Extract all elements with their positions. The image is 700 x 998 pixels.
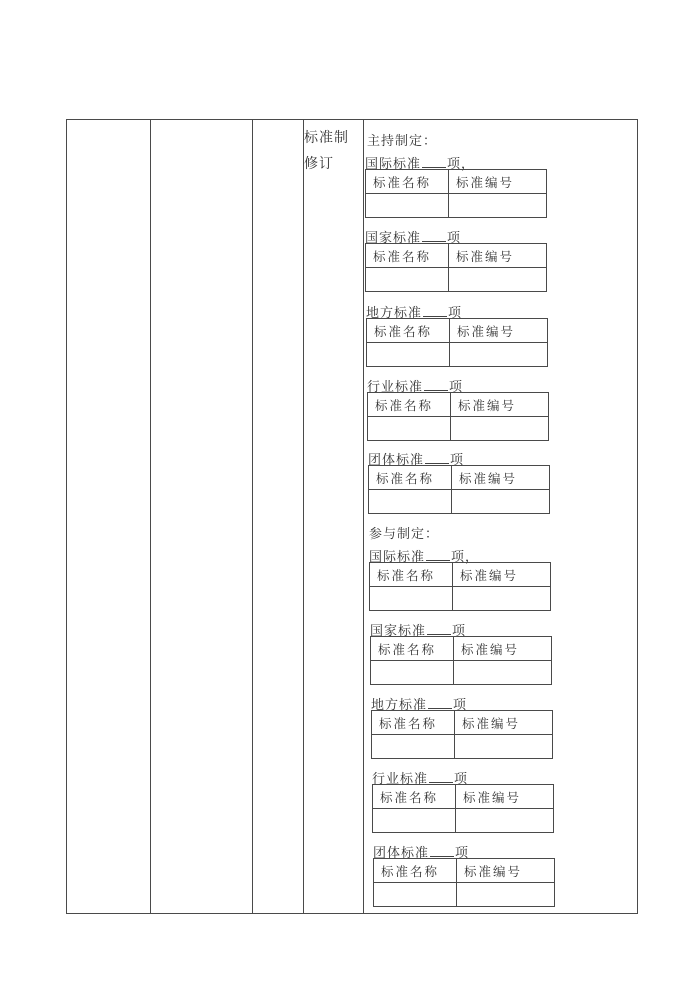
header-name: 标准名称 — [372, 711, 455, 735]
entry-code-cell[interactable] — [451, 417, 549, 441]
standards-content — [364, 120, 637, 913]
header-code: 标准编号 — [455, 711, 553, 735]
entry-code-cell[interactable] — [449, 268, 547, 292]
header-name: 标准名称 — [366, 244, 449, 268]
count-blank[interactable] — [425, 451, 449, 464]
header-name: 标准名称 — [373, 785, 456, 809]
header-code: 标准编号 — [453, 563, 551, 587]
header-name: 标准名称 — [371, 637, 454, 661]
header-code: 标准编号 — [451, 393, 549, 417]
standard-type-label: 国家标准 — [370, 624, 427, 639]
section-heading: 参与制定： — [369, 527, 440, 542]
form-table — [66, 119, 638, 914]
count-unit: 项 — [448, 306, 463, 321]
standard-entry-table — [365, 243, 547, 292]
standard-type-label: 行业标准 — [372, 772, 429, 787]
entry-name-cell[interactable] — [366, 268, 449, 292]
header-code: 标准编号 — [450, 319, 548, 343]
count-unit: 项 — [453, 698, 468, 713]
standard-entry-table — [368, 465, 550, 514]
header-code: 标准编号 — [456, 785, 554, 809]
count-blank[interactable] — [428, 696, 452, 709]
count-unit: 项 — [452, 624, 467, 639]
count-unit: 项， — [451, 550, 480, 565]
header-name: 标准名称 — [370, 563, 453, 587]
entry-name-cell[interactable] — [369, 490, 452, 514]
column-divider — [303, 120, 304, 913]
standard-entry-table — [372, 784, 554, 833]
count-blank[interactable] — [422, 229, 446, 242]
entry-code-cell[interactable] — [452, 490, 550, 514]
header-name: 标准名称 — [368, 393, 451, 417]
standard-entry-table — [370, 636, 552, 685]
header-code: 标准编号 — [454, 637, 552, 661]
entry-code-cell[interactable] — [457, 883, 555, 907]
count-blank[interactable] — [427, 622, 451, 635]
entry-code-cell[interactable] — [449, 194, 547, 218]
entry-name-cell[interactable] — [371, 661, 454, 685]
header-code: 标准编号 — [449, 170, 547, 194]
category-label: 标准制修订 — [304, 130, 349, 172]
standard-entry-table — [371, 710, 553, 759]
entry-name-cell[interactable] — [370, 587, 453, 611]
count-blank[interactable] — [423, 304, 447, 317]
standard-entry-table — [373, 858, 555, 907]
standard-entry-table — [365, 169, 547, 218]
count-unit: 项 — [447, 231, 462, 246]
count-blank[interactable] — [429, 770, 453, 783]
header-name: 标准名称 — [374, 859, 457, 883]
count-unit: 项 — [454, 772, 469, 787]
standard-type-label: 地方标准 — [366, 306, 423, 321]
header-code: 标准编号 — [457, 859, 555, 883]
count-unit: 项 — [450, 453, 465, 468]
standard-type-label: 国际标准 — [365, 157, 422, 172]
count-blank[interactable] — [422, 155, 446, 168]
standard-type-label: 国家标准 — [365, 231, 422, 246]
standard-entry-table — [366, 318, 548, 367]
entry-code-cell[interactable] — [450, 343, 548, 367]
header-name: 标准名称 — [369, 466, 452, 490]
count-blank[interactable] — [430, 844, 454, 857]
column-divider — [150, 120, 151, 913]
header-name: 标准名称 — [366, 170, 449, 194]
entry-name-cell[interactable] — [368, 417, 451, 441]
entry-code-cell[interactable] — [454, 661, 552, 685]
standard-type-label: 国际标准 — [369, 550, 426, 565]
count-blank[interactable] — [424, 378, 448, 391]
entry-name-cell[interactable] — [373, 809, 456, 833]
count-unit: 项 — [455, 846, 470, 861]
header-code: 标准编号 — [452, 466, 550, 490]
standard-entry-table — [369, 562, 551, 611]
entry-code-cell[interactable] — [456, 809, 554, 833]
standard-type-label: 行业标准 — [367, 380, 424, 395]
entry-name-cell[interactable] — [366, 194, 449, 218]
entry-name-cell[interactable] — [372, 735, 455, 759]
standard-type-label: 团体标准 — [368, 453, 425, 468]
entry-name-cell[interactable] — [374, 883, 457, 907]
count-unit: 项， — [447, 157, 476, 172]
entry-code-cell[interactable] — [453, 587, 551, 611]
standard-type-label: 地方标准 — [371, 698, 428, 713]
header-name: 标准名称 — [367, 319, 450, 343]
count-unit: 项 — [449, 380, 464, 395]
standard-type-label: 团体标准 — [373, 846, 430, 861]
count-blank[interactable] — [426, 548, 450, 561]
section-heading: 主持制定： — [367, 134, 438, 149]
column-divider — [252, 120, 253, 913]
standard-entry-table — [367, 392, 549, 441]
header-code: 标准编号 — [449, 244, 547, 268]
entry-code-cell[interactable] — [455, 735, 553, 759]
entry-name-cell[interactable] — [367, 343, 450, 367]
